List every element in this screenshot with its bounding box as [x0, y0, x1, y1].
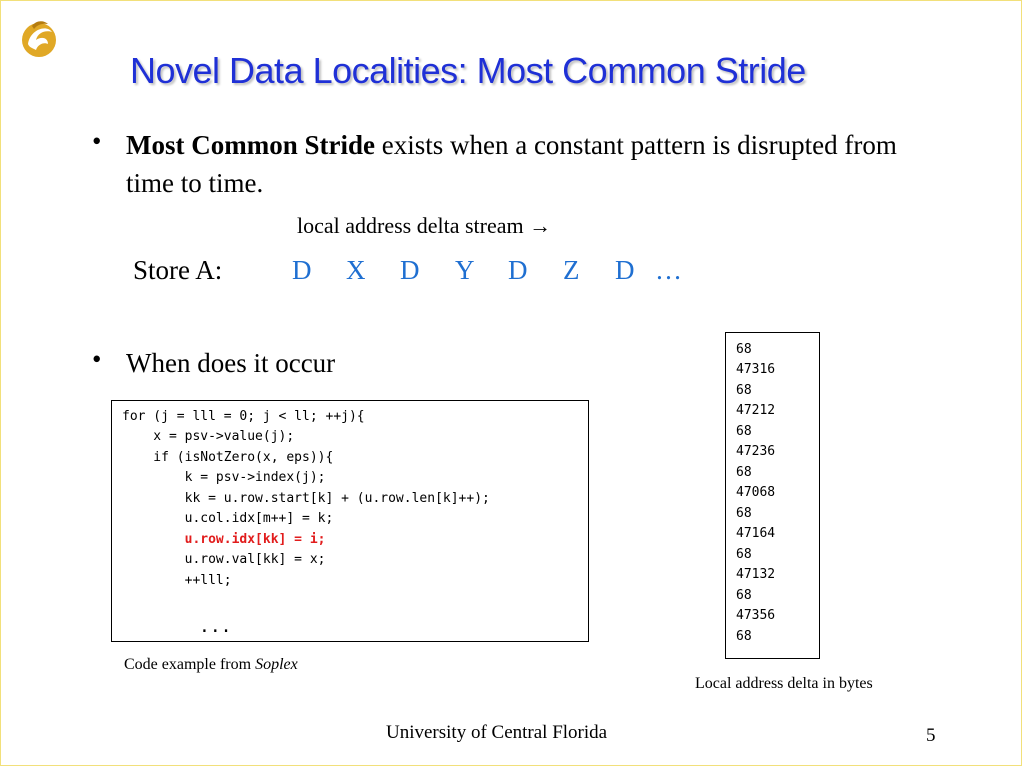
- code-line: k = psv->index(j);: [122, 470, 326, 485]
- delta-value: 68: [736, 424, 752, 439]
- code-line: ++lll;: [122, 573, 232, 588]
- code-line: for (j = lll = 0; j < ll; ++j){: [122, 409, 365, 424]
- sequence-item: D: [292, 255, 312, 285]
- code-caption-source: Soplex: [255, 656, 298, 673]
- sequence-item: D: [508, 255, 528, 285]
- delta-value: 47316: [736, 362, 776, 377]
- bullet-description: exists when a constant pattern is disrupted from time to time.: [126, 130, 897, 198]
- code-caption: [124, 656, 298, 674]
- code-line: u.col.idx[m++] = k;: [122, 511, 334, 526]
- slide-title: Novel Data Localities: Most Common Stride: [130, 50, 806, 91]
- delta-value: 47068: [736, 485, 776, 500]
- delta-value: 68: [736, 588, 752, 603]
- code-line: kk = u.row.start[k] + (u.row.len[k]++);: [122, 491, 490, 506]
- delta-value: 47164: [736, 526, 776, 541]
- sequence-item: Y: [455, 255, 475, 285]
- code-line: x = psv->value(j);: [122, 429, 295, 444]
- delta-value: 68: [736, 383, 752, 398]
- sequence-item: …: [655, 255, 682, 285]
- delta-value: 68: [736, 547, 752, 562]
- page-number: 5: [926, 725, 936, 746]
- sequence-item: D: [400, 255, 420, 285]
- bullet-dot: •: [92, 344, 102, 374]
- delta-value: 47236: [736, 444, 776, 459]
- delta-list-box: [725, 332, 820, 659]
- bullet-when-occur: When does it occur: [126, 348, 336, 378]
- sequence-item: D: [615, 255, 635, 285]
- code-line: u.row.val[kk] = x;: [122, 552, 326, 567]
- code-line: if (isNotZero(x, eps)){: [122, 450, 334, 465]
- store-label: Store A:: [133, 255, 223, 285]
- delta-value: 47212: [736, 403, 776, 418]
- delta-value: 47132: [736, 567, 776, 582]
- footer-university: University of Central Florida: [386, 722, 608, 743]
- bullet-most-common-stride: [126, 126, 916, 202]
- stream-caption: local address delta stream →: [297, 213, 552, 238]
- ucf-pegasus-logo: [18, 16, 60, 62]
- bullet-dot: •: [92, 126, 102, 156]
- delta-value: 68: [736, 506, 752, 521]
- code-line-highlighted: u.row.idx[kk] = i;: [122, 532, 326, 547]
- code-caption-prefix: Code example from: [124, 656, 256, 673]
- bullet-bold-term: Most Common Stride: [126, 130, 375, 160]
- code-ellipsis: ...: [199, 616, 232, 637]
- code-example-box: [111, 400, 589, 642]
- delta-value: 47356: [736, 608, 776, 623]
- sequence-item: X: [346, 255, 366, 285]
- sequence-item: Z: [563, 255, 580, 285]
- delta-value: 68: [736, 629, 752, 644]
- delta-value: 68: [736, 465, 752, 480]
- delta-value: 68: [736, 342, 752, 357]
- delta-caption: Local address delta in bytes: [695, 675, 873, 692]
